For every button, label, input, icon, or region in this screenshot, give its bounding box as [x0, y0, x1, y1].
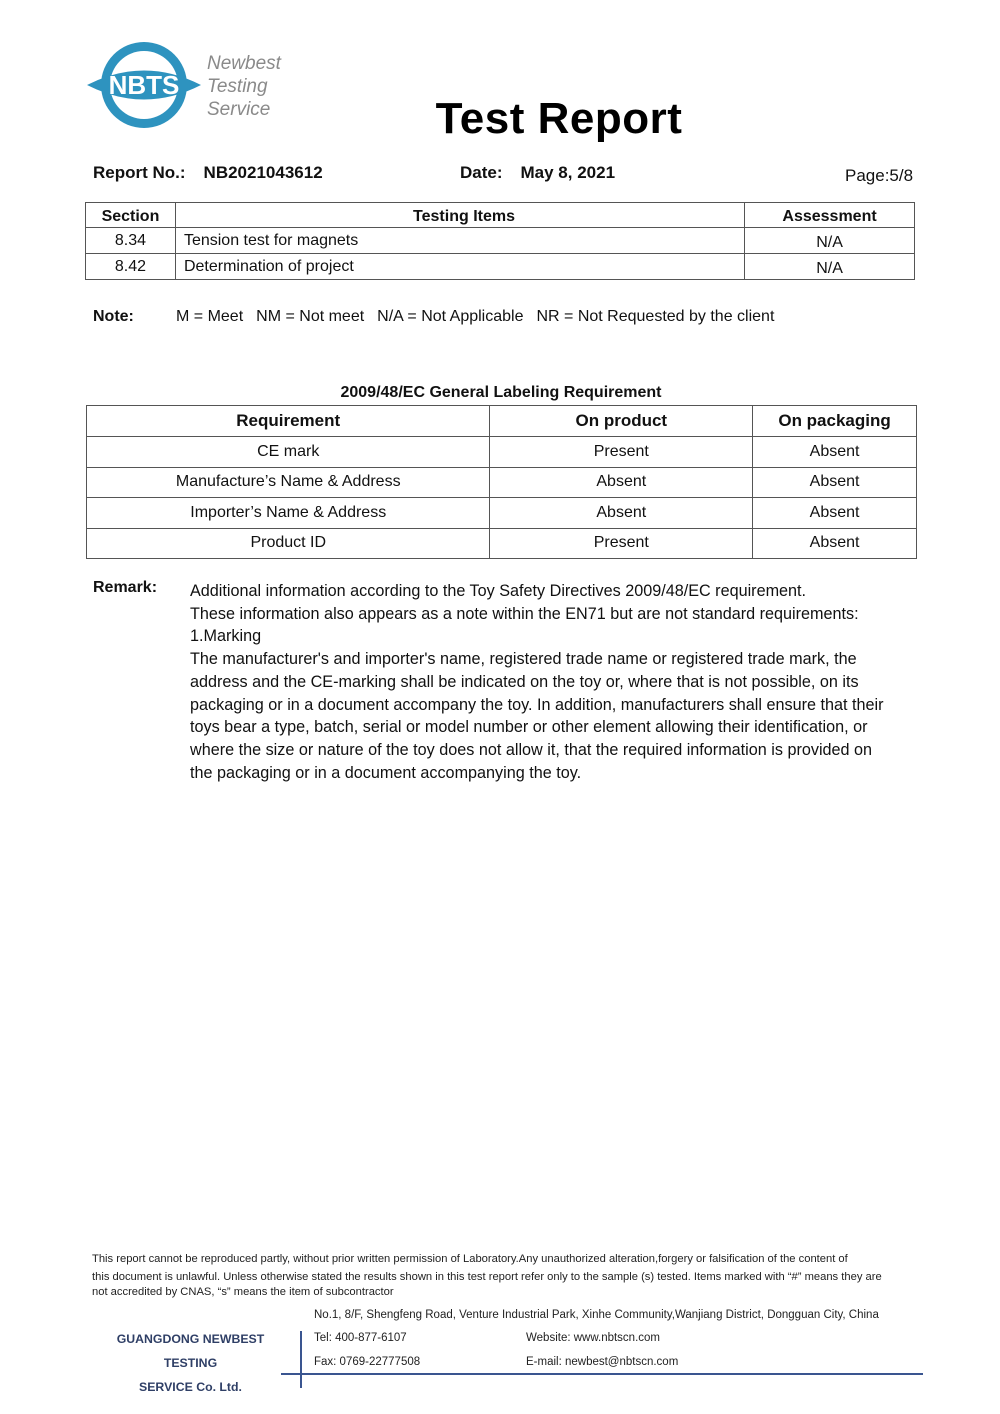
footer-disclaimer	[92, 1250, 912, 1298]
assessment-cell: N/A	[745, 228, 915, 254]
table-row	[87, 528, 917, 559]
on-packaging-cell: Absent	[753, 467, 917, 498]
requirement-cell: Importer’s Name & Address	[87, 498, 490, 529]
testing-items-table	[85, 202, 915, 280]
section-cell: 8.34	[86, 228, 176, 254]
footer-divider-vertical	[300, 1331, 302, 1388]
remark-line: where the size or nature of the toy does not allow it, that the required information is provided on	[190, 740, 873, 759]
disclaimer-line: this document is unlawful. Unless otherwise stated the results shown in this test report refer only to the sample (s) tested. Items marked with “#” means they are	[92, 1271, 882, 1283]
date-value: May 8, 2021	[520, 163, 616, 182]
table-row	[87, 467, 917, 498]
table-header-row	[87, 406, 917, 437]
on-product-cell: Present	[490, 437, 753, 468]
date-label: Date:	[460, 163, 503, 182]
column-header: Requirement	[87, 406, 490, 437]
remark-line: the packaging or in a document accompanying the toy.	[190, 763, 582, 782]
on-packaging-cell: Absent	[753, 498, 917, 529]
on-product-cell: Absent	[490, 467, 753, 498]
company-address: No.1, 8/F, Shengfeng Road, Venture Industrial Park, Xinhe Community,Wanjiang District, Dongguan City, China	[314, 1309, 879, 1321]
labeling-table-caption: 2009/48/EC General Labeling Requirement	[340, 384, 662, 401]
testing-item-cell: Determination of project	[175, 254, 744, 280]
on-packaging-cell: Absent	[753, 528, 917, 559]
testing-item-cell: Tension test for magnets	[175, 228, 744, 254]
table-row	[86, 228, 915, 254]
column-header: On packaging	[753, 406, 917, 437]
company-name-line: GUANGDONG NEWBEST TESTING	[116, 1332, 265, 1370]
report-number	[93, 163, 323, 183]
remark-line: 1.Marking	[190, 627, 262, 646]
on-product-cell: Present	[490, 528, 753, 559]
remark-line: toys bear a type, batch, serial or model number or other element allowing their identification, or	[190, 718, 868, 737]
remark-line: address and the CE-marking shall be indicated on the toy or, where that is not possible, on its	[190, 672, 859, 691]
table-header-row	[86, 203, 915, 228]
page-title: Test Report	[435, 94, 683, 143]
requirement-cell: CE mark	[87, 437, 490, 468]
remark-label: Remark:	[93, 579, 158, 596]
table-row	[86, 254, 915, 280]
note-item: M = Meet	[176, 308, 244, 325]
assessment-cell: N/A	[745, 254, 915, 280]
remark-line: Additional information according to the Toy Safety Directives 2009/48/EC requirement.	[190, 582, 807, 600]
report-date	[460, 163, 615, 183]
page-number: Page:5/8	[845, 166, 914, 185]
remark-line: These information also appears as a note within the EN71 but are not standard requirements:	[190, 604, 859, 623]
report-no-label: Report No.:	[93, 163, 186, 182]
company-website: Website: www.nbtscn.com	[526, 1332, 661, 1344]
on-product-cell: Absent	[490, 498, 753, 529]
table-row	[87, 498, 917, 529]
column-header: Section	[86, 203, 176, 228]
remark-line: The manufacturer's and importer's name, registered trade name or registered trade mark, the	[190, 650, 857, 669]
company-phone: Tel: 400-877-6107	[314, 1332, 407, 1344]
table-row	[87, 437, 917, 468]
labeling-requirement-table	[86, 405, 917, 559]
tagline-line: Testing	[207, 76, 268, 97]
requirement-cell: Product ID	[87, 528, 490, 559]
svg-text:NBTS: NBTS	[108, 70, 180, 100]
column-header: Assessment	[745, 203, 915, 228]
column-header: Testing Items	[175, 203, 744, 228]
footer-divider-horizontal	[281, 1373, 923, 1375]
company-fax: Fax: 0769-22777508	[314, 1356, 421, 1368]
disclaimer-line: not accredited by CNAS, “s” means the item of subcontractor	[92, 1286, 394, 1298]
tagline-line: Newbest	[207, 53, 281, 74]
requirement-cell: Manufacture’s Name & Address	[87, 467, 490, 498]
report-no-value: NB2021043612	[203, 163, 323, 182]
note-item: NR = Not Requested by the client	[536, 308, 775, 325]
company-email: E-mail: newbest@nbtscn.com	[526, 1356, 679, 1368]
remark-line: packaging or in a document accompany the toy. In addition, manufacturers shall ensure that their	[190, 695, 884, 714]
remark-text	[190, 580, 915, 784]
column-header: On product	[490, 406, 753, 437]
note-label: Note:	[93, 308, 134, 325]
on-packaging-cell: Absent	[753, 437, 917, 468]
note-item: NM = Not meet	[256, 308, 365, 325]
note-item: N/A = Not Applicable	[377, 308, 524, 325]
section-cell: 8.42	[86, 254, 176, 280]
legend-note	[93, 308, 787, 326]
disclaimer-line: This report cannot be reproduced partly, without prior written permission of Laboratory.Any unauthorized alteration,forgery or falsification of the content of	[92, 1253, 848, 1265]
company-name-line: SERVICE Co. Ltd.	[139, 1380, 242, 1394]
company-name	[92, 1327, 289, 1399]
tagline-line: Service	[207, 99, 271, 120]
